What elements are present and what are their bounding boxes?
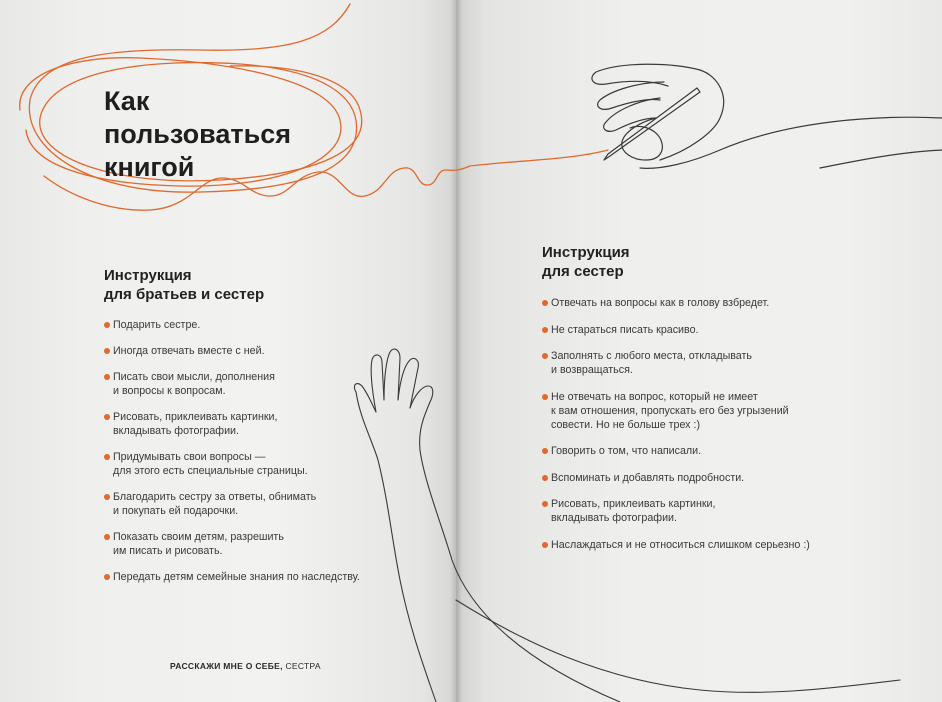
- list-item: [542, 444, 882, 458]
- bullet-dot-icon: [542, 353, 548, 359]
- list-item: [104, 410, 404, 438]
- heading-line: Инструкция: [104, 267, 192, 284]
- list-item-text: вкладывать фотографии.: [551, 512, 677, 524]
- list-item: [542, 296, 882, 310]
- bullet-dot-icon: [104, 374, 110, 380]
- page-footer: [170, 661, 321, 671]
- bullet-dot-icon: [104, 454, 110, 460]
- list-item: [542, 349, 882, 377]
- page-title: [104, 85, 291, 184]
- list-item-text: Вспоминать и добавлять подробности.: [551, 471, 745, 484]
- list-item-text: Не отвечать на вопрос, который не имеет: [551, 390, 758, 403]
- list-item-text: Рисовать, приклеивать картинки,: [113, 411, 278, 423]
- list-item: [104, 570, 404, 584]
- list-item: [104, 318, 404, 332]
- bullet-dot-icon: [542, 475, 548, 481]
- bullet-dot-icon: [542, 327, 548, 333]
- list-item-text: к вам отношения, пропускать его без угрызений: [551, 404, 789, 417]
- list-item: [542, 471, 882, 485]
- bullet-dot-icon: [104, 494, 110, 500]
- list-item-text: Наслаждаться и не относиться слишком серьезно :): [551, 538, 810, 551]
- list-item-text: Иногда отвечать вместе с ней.: [113, 345, 265, 357]
- list-item: [104, 450, 404, 478]
- title-line: книгой: [104, 152, 195, 182]
- heading-line: для братьев и сестер: [104, 286, 265, 303]
- list-item-text: Заполнять с любого места, откладывать: [551, 350, 752, 362]
- list-item-text: и покупать ей подарочки.: [113, 505, 239, 517]
- footer-book-name: РАССКАЖИ МНЕ О СЕБЕ,: [170, 661, 283, 671]
- bullet-dot-icon: [104, 574, 110, 580]
- bullet-dot-icon: [104, 414, 110, 420]
- list-item-text: для этого есть специальные страницы.: [113, 465, 308, 477]
- bullet-dot-icon: [542, 300, 548, 306]
- bullet-dot-icon: [542, 394, 548, 400]
- list-item: [542, 390, 882, 432]
- right-instruction-list: [542, 296, 882, 564]
- title-line: пользоваться: [104, 119, 291, 149]
- heading-line: Инструкция: [542, 244, 630, 261]
- title-line: Как: [104, 86, 150, 116]
- bullet-dot-icon: [104, 348, 110, 354]
- bullet-dot-icon: [542, 501, 548, 507]
- list-item-text: Благодарить сестру за ответы, обнимать: [113, 491, 317, 503]
- list-item-text: Отвечать на вопросы как в голову взбредет.: [551, 297, 770, 309]
- left-section-heading: [104, 266, 264, 304]
- list-item-text: им писать и рисовать.: [113, 545, 223, 557]
- left-instruction-list: [104, 318, 404, 596]
- list-item-text: Не стараться писать красиво.: [551, 323, 699, 336]
- list-item-text: Писать свои мысли, дополнения: [113, 371, 275, 383]
- list-item: [104, 490, 404, 518]
- bullet-dot-icon: [542, 542, 548, 548]
- list-item-text: Подарить сестре.: [113, 319, 201, 331]
- list-item-text: и вопросы к вопросам.: [113, 385, 226, 397]
- list-item-text: Говорить о том, что написали.: [551, 445, 702, 457]
- list-item: [542, 323, 882, 337]
- list-item-text: и возвращаться.: [551, 364, 633, 376]
- list-item-text: Показать своим детям, разрешить: [113, 531, 284, 543]
- list-item-text: Передать детям семейные знания по наследству.: [113, 571, 360, 583]
- list-item-text: вкладывать фотографии.: [113, 425, 239, 437]
- right-section-heading: [542, 243, 630, 281]
- list-item: [104, 530, 404, 558]
- list-item: [542, 538, 882, 552]
- list-item: [104, 370, 404, 398]
- bullet-dot-icon: [104, 534, 110, 540]
- list-item-text: Рисовать, приклеивать картинки,: [551, 498, 716, 510]
- list-item-text: совести. Но не больше трех :): [551, 418, 701, 431]
- list-item-text: Придумывать свои вопросы —: [113, 451, 266, 463]
- heading-line: для сестер: [542, 263, 624, 280]
- footer-book-name-rest: СЕСТРА: [285, 661, 321, 671]
- list-item: [542, 497, 882, 525]
- list-item: [104, 344, 404, 358]
- bullet-dot-icon: [542, 448, 548, 454]
- bullet-dot-icon: [104, 322, 110, 328]
